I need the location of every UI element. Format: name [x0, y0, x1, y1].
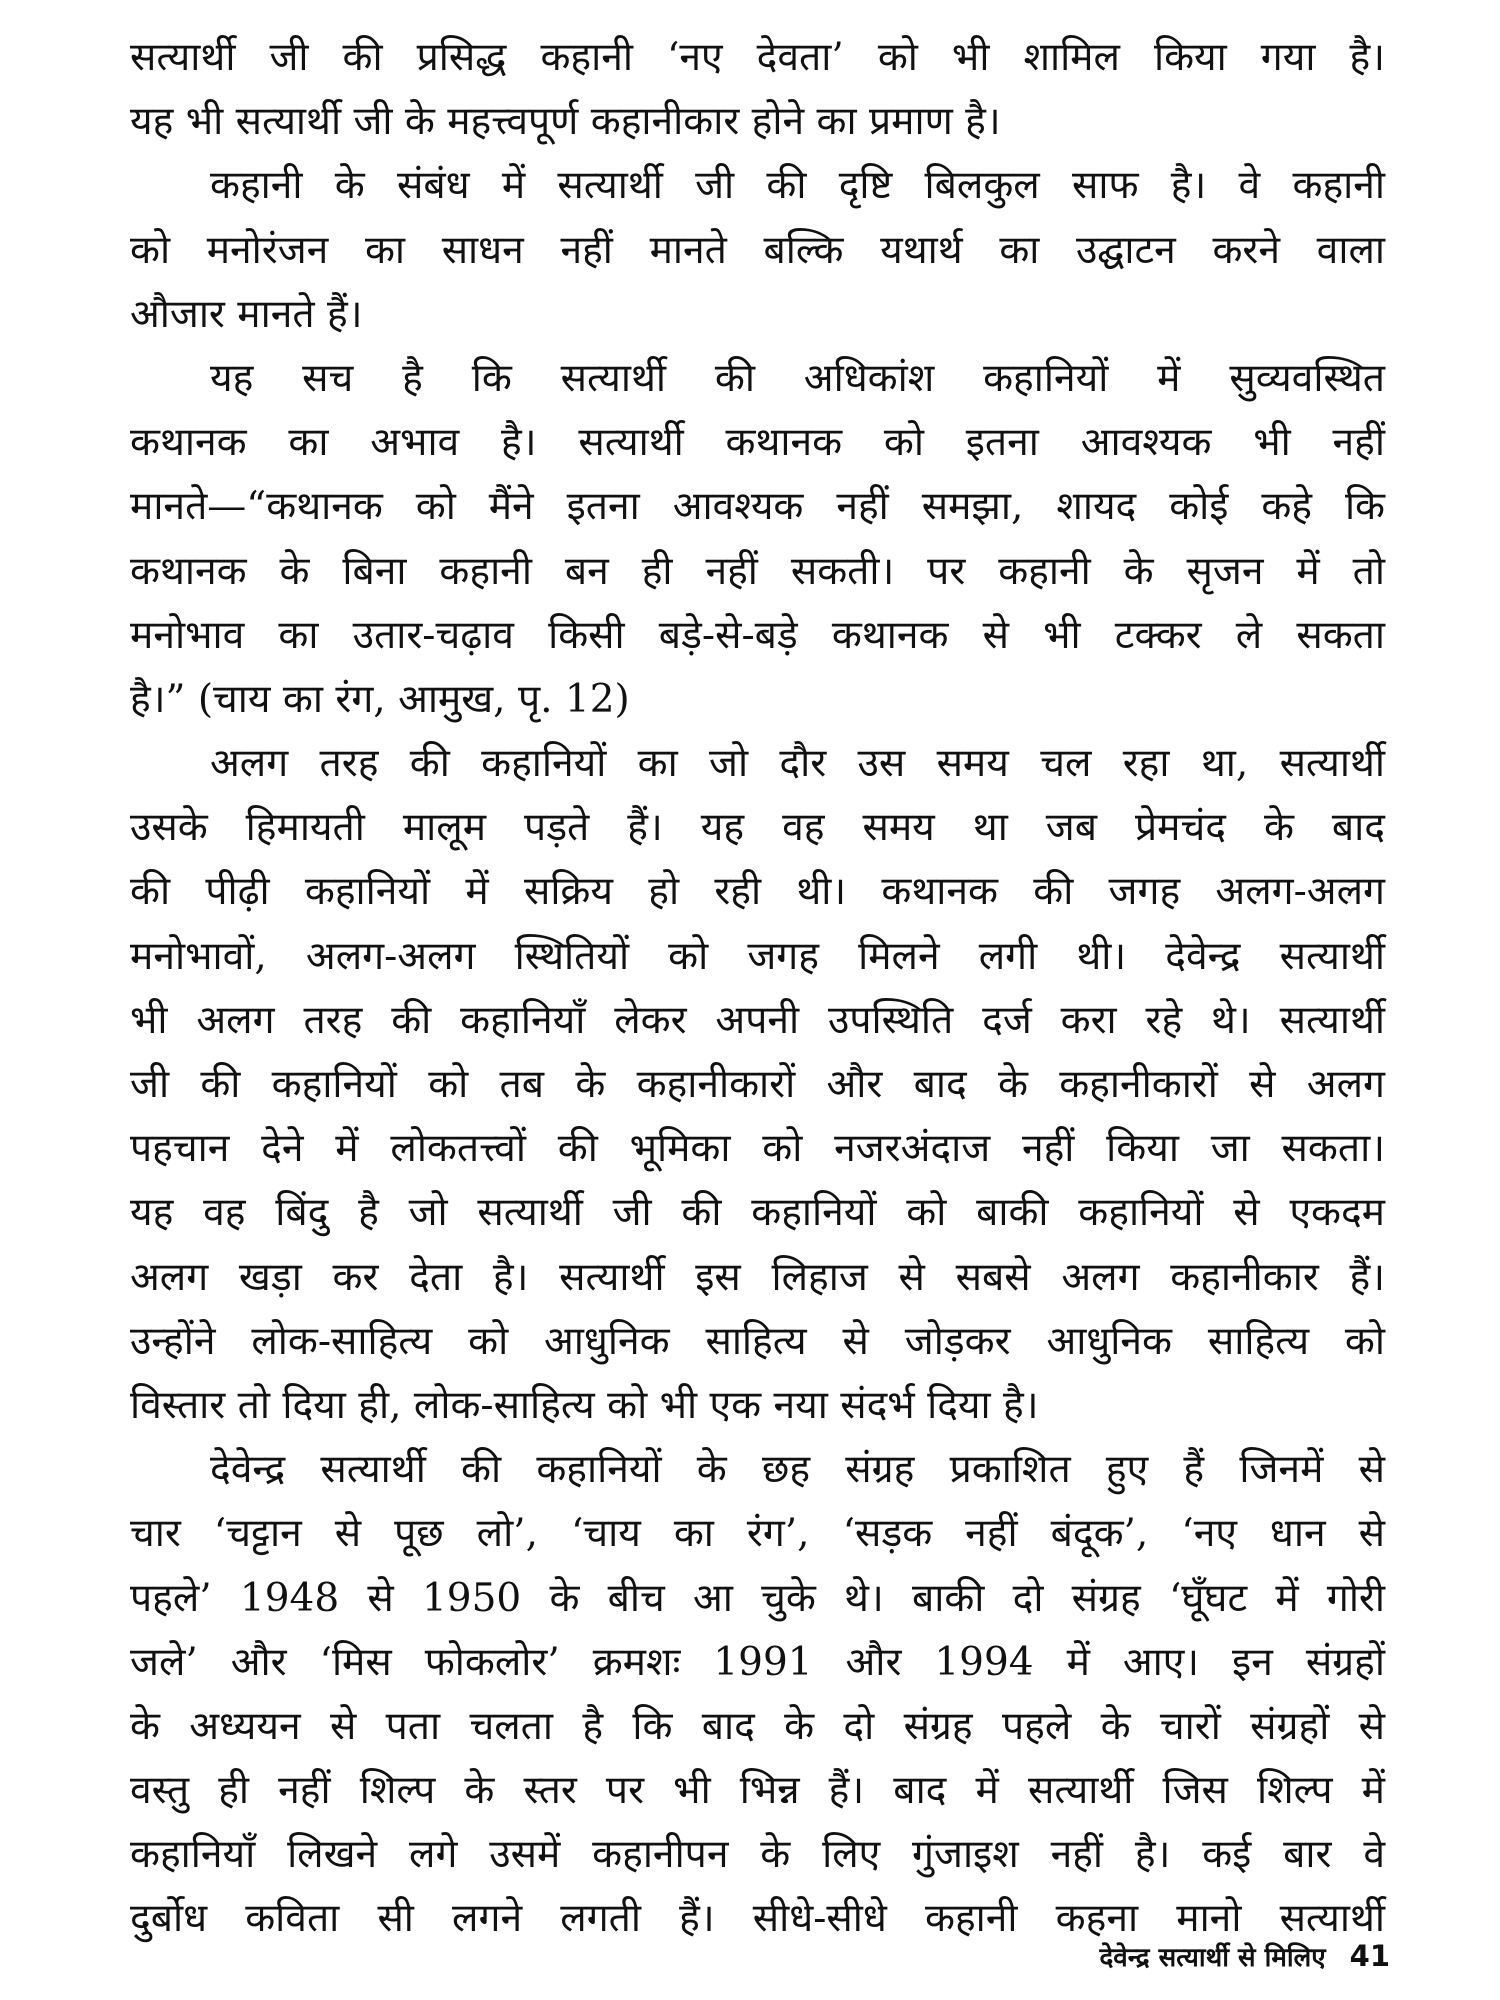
text-line: यह भी सत्यार्थी जी के महत्त्वपूर्ण कहानीकार होने का प्रमाण है। [130, 99, 1001, 145]
text-line: औजार मानते हैं। [130, 291, 363, 337]
running-footer-title: देवेन्द्र सत्यार्थी से मिलिए [1099, 1943, 1326, 1973]
text-line: यह वह बिंदु है जो सत्यार्थी जी की कहानियों को बाकी कहानियों से एकदम [130, 1190, 1385, 1236]
text-line: यह सच है कि सत्यार्थी की अधिकांश कहानियों में सुव्यवस्थित [210, 355, 1385, 401]
text-line: उन्होंने लोक-साहित्य को आधुनिक साहित्य से जोड़कर आधुनिक साहित्य को [130, 1318, 1385, 1364]
text-line: विस्तार तो दिया ही, लोक-साहित्य को भी एक नया संदर्भ दिया है। [130, 1382, 1039, 1428]
text-line: है।” (चाय का रंग, आमुख, पृ. 12) [130, 676, 630, 722]
page-body [130, 26, 1385, 1942]
text-line: की पीढ़ी कहानियों में सक्रिय हो रही थी। कथानक की जगह अलग-अलग [130, 869, 1385, 915]
text-line: देवेन्द्र सत्यार्थी की कहानियों के छह संग्रह प्रकाशित हुए हैं जिनमें से [210, 1447, 1385, 1493]
text-line: सत्यार्थी जी की प्रसिद्ध कहानी ‘नए देवता’ को भी शामिल किया गया है। [130, 35, 1385, 80]
text-line: कहानी के संबंध में सत्यार्थी जी की दृष्टि बिलकुल साफ है। वे कहानी [210, 163, 1385, 209]
text-line: अलग खड़ा कर देता है। सत्यार्थी इस लिहाज से सबसे अलग कहानीकार हैं। [130, 1254, 1385, 1300]
page-footer [985, 1934, 1390, 1978]
text-line: कथानक के बिना कहानी बन ही नहीं सकती। पर कहानी के सृजन में तो [130, 548, 1385, 594]
text-line: भी अलग तरह की कहानियाँ लेकर अपनी उपस्थिति दर्ज करा रहे थे। सत्यार्थी [130, 997, 1385, 1043]
page-number: 41 [1349, 1939, 1390, 1973]
text-line: पहले’ 1948 से 1950 के बीच आ चुके थे। बाकी दो संग्रह ‘घूँघट में गोरी [130, 1575, 1385, 1621]
text-line: जी की कहानियों को तब के कहानीकारों और बाद के कहानीकारों से अलग [130, 1062, 1385, 1107]
text-line: अलग तरह की कहानियों का जो दौर उस समय चल रहा था, सत्यार्थी [210, 741, 1385, 787]
text-line: मानते—“कथानक को मैंने इतना आवश्यक नहीं समझा, शायद कोई कहे कि [130, 484, 1385, 530]
text-line: चार ‘चट्टान से पूछ लो’, ‘चाय का रंग’, ‘सड़क नहीं बंदूक’, ‘नए धान से [130, 1511, 1385, 1557]
text-line: जले’ और ‘मिस फोकलोर’ क्रमशः 1991 और 1994 में आए। इन संग्रहों [130, 1639, 1385, 1685]
text-line: कथानक का अभाव है। सत्यार्थी कथानक को इतना आवश्यक भी नहीं [130, 420, 1385, 466]
text-line: के अध्ययन से पता चलता है कि बाद के दो संग्रह पहले के चारों संग्रहों से [130, 1703, 1385, 1749]
text-line: उसके हिमायती मालूम पड़ते हैं। यह वह समय था जब प्रेमचंद के बाद [130, 805, 1385, 851]
text-line: वस्तु ही नहीं शिल्प के स्तर पर भी भिन्न हैं। बाद में सत्यार्थी जिस शिल्प में [130, 1768, 1385, 1814]
text-line: मनोभाव का उतार-चढ़ाव किसी बड़े-से-बड़े कथानक से भी टक्कर ले सकता [130, 612, 1385, 658]
text-line: मनोभावों, अलग-अलग स्थितियों को जगह मिलने लगी थी। देवेन्द्र सत्यार्थी [130, 933, 1385, 979]
text-line: कहानियाँ लिखने लगे उसमें कहानीपन के लिए गुंजाइश नहीं है। कई बार वे [130, 1832, 1385, 1878]
text-line: को मनोरंजन का साधन नहीं मानते बल्कि यथार्थ का उद्घाटन करने वाला [130, 227, 1385, 273]
text-line: पहचान देने में लोकतत्त्वों की भूमिका को नजरअंदाज नहीं किया जा सकता। [130, 1126, 1385, 1172]
text-line: दुर्बोध कविता सी लगने लगती हैं। सीधे-सीधे कहानी कहना मानो सत्यार्थी [130, 1896, 1385, 1942]
